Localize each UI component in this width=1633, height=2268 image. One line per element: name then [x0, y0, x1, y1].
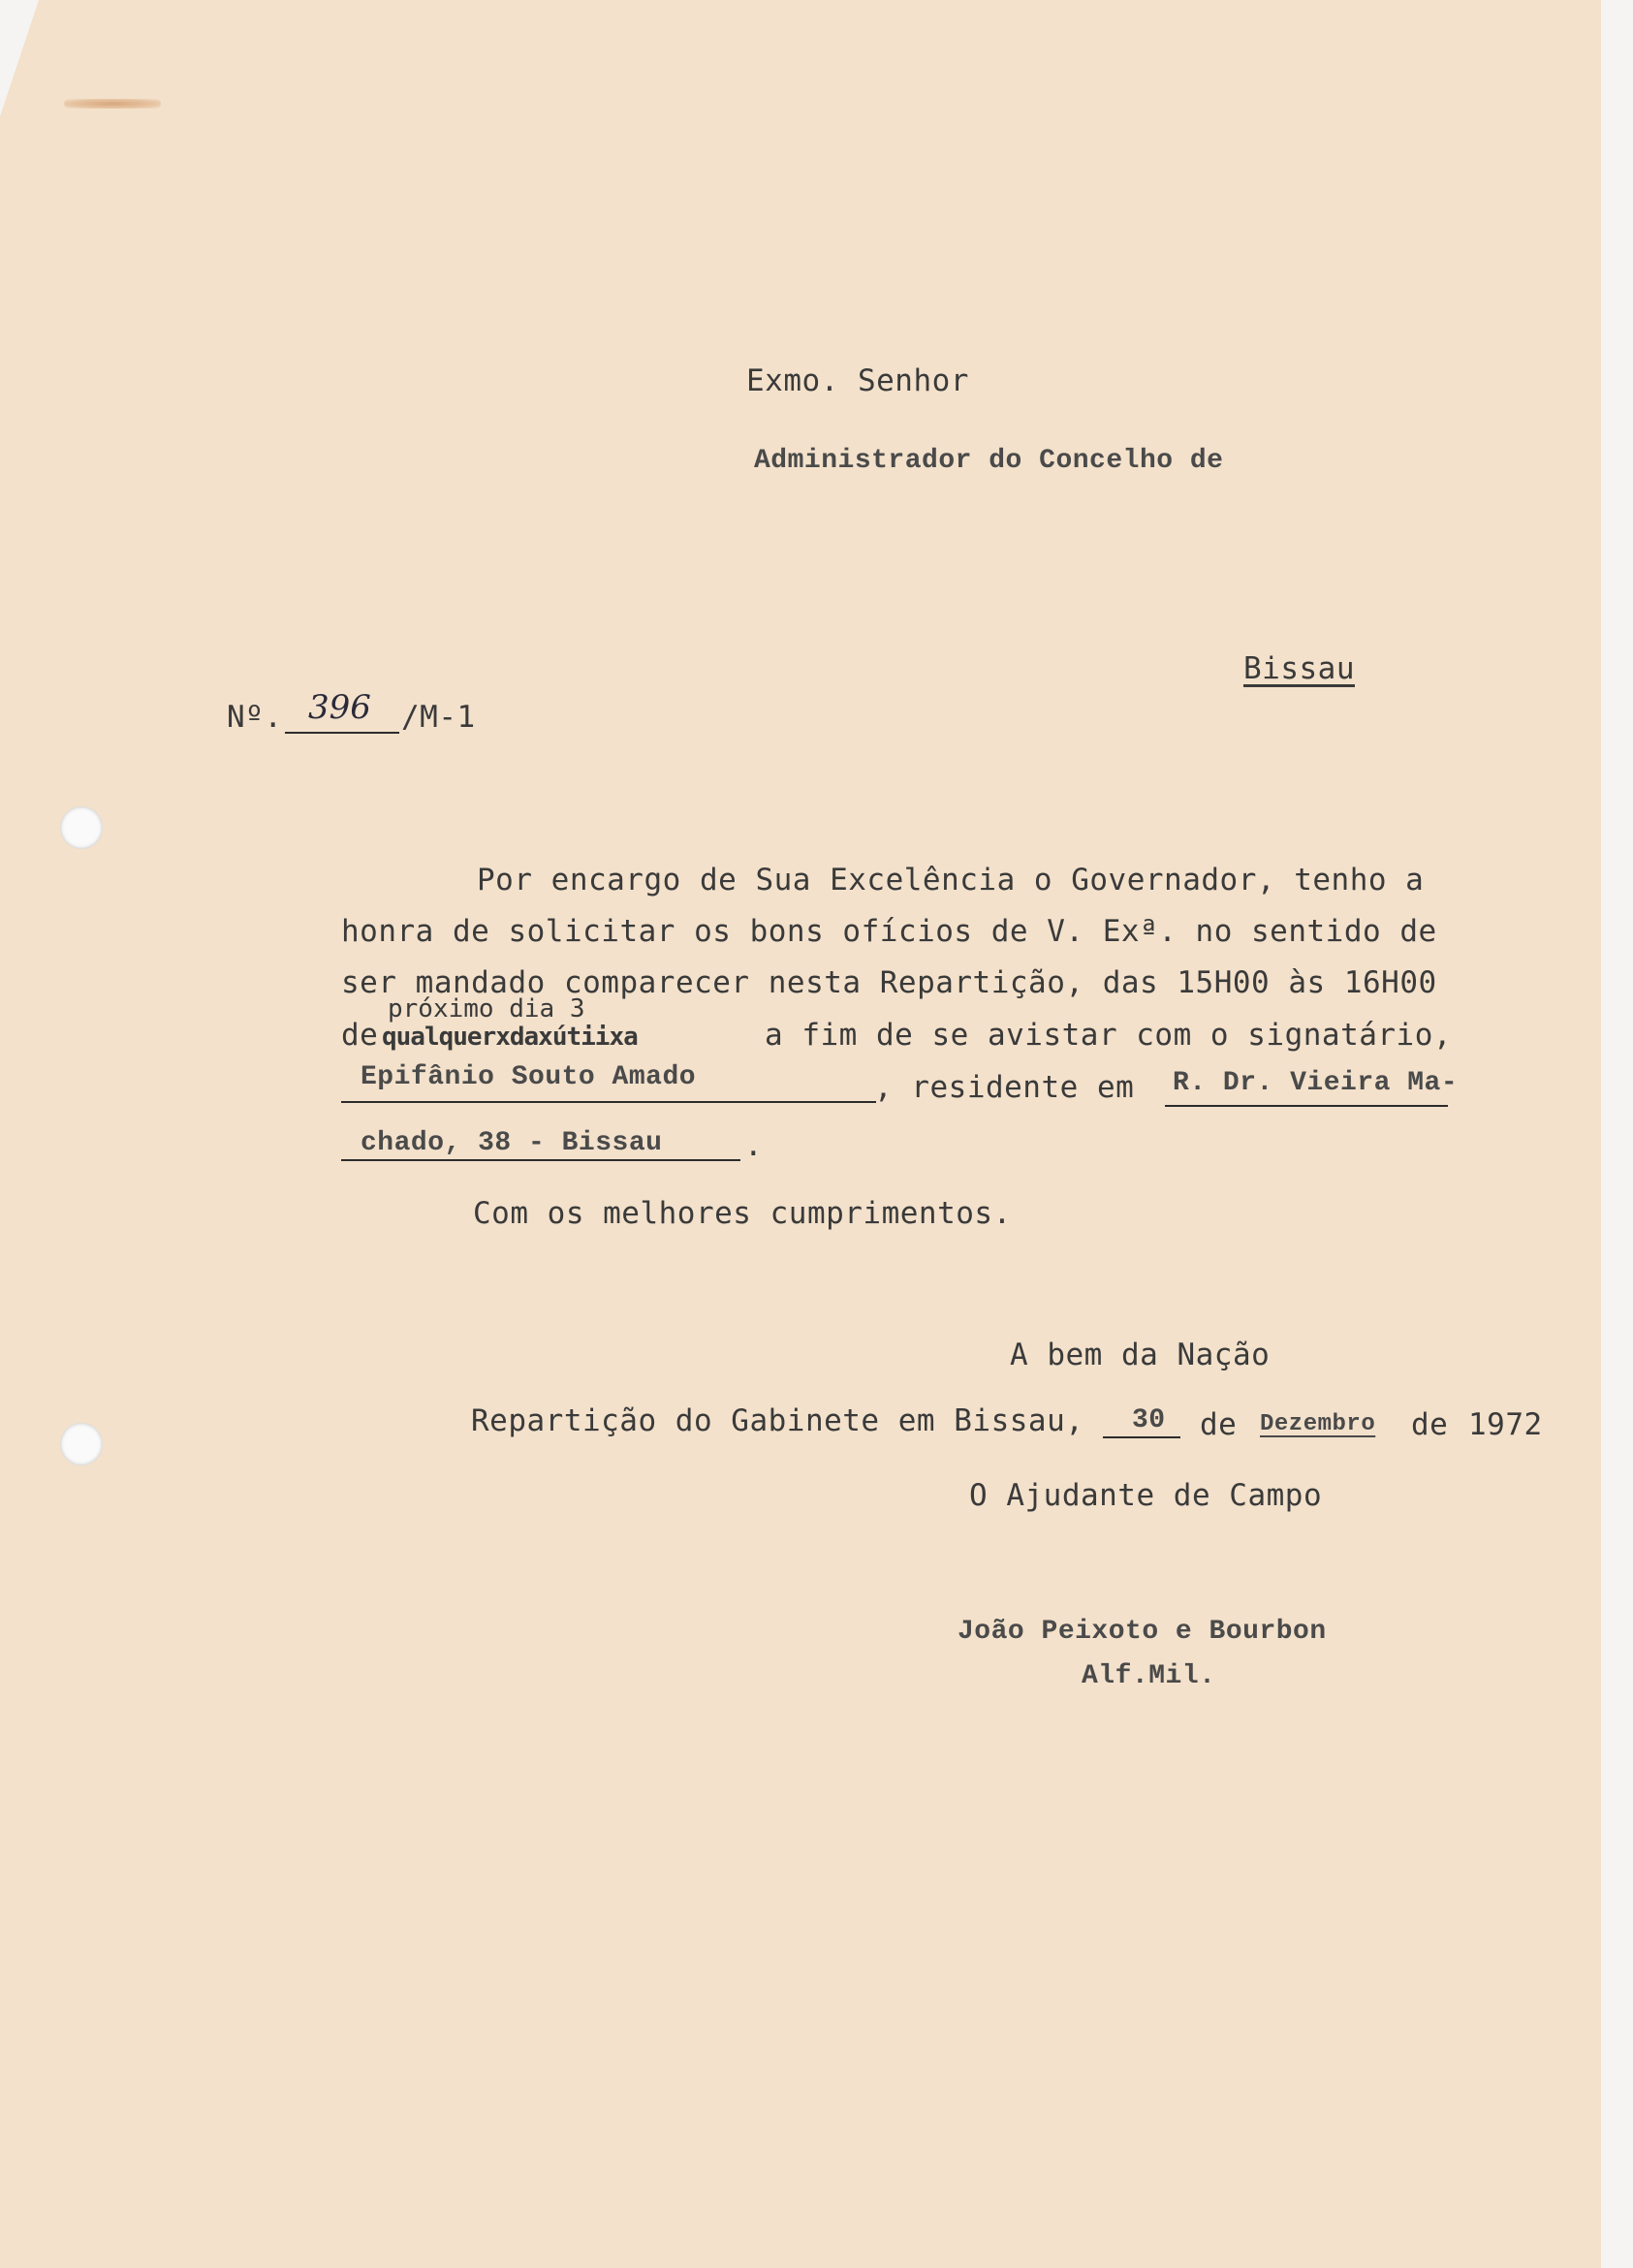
- address-part-2: chado, 38 - Bissau: [361, 1128, 663, 1158]
- body-line-4-end: a fim de se avistar com o signatário,: [765, 1018, 1453, 1053]
- body-line-3: ser mandado comparecer nesta Repartição, das 15H00 às 16H00: [341, 965, 1437, 1000]
- punch-hole-top: [60, 806, 103, 849]
- signer-title: O Ajudante de Campo: [969, 1478, 1323, 1513]
- place-date-prefix: Repartição do Gabinete em Bissau,: [471, 1403, 1084, 1438]
- residence-label: , residente em: [874, 1070, 1135, 1105]
- date-month: Dezembro: [1260, 1411, 1376, 1437]
- scan-margin: [1601, 0, 1633, 2268]
- day-fill-line: [1103, 1436, 1180, 1438]
- punch-hole-bottom: [60, 1423, 103, 1465]
- salutation: Exmo. Senhor: [746, 363, 969, 398]
- city: Bissau: [1243, 651, 1355, 686]
- body-line-1: Por encargo de Sua Excelência o Governador, tenho a: [477, 863, 1425, 898]
- address-fill-line-2: [341, 1159, 740, 1161]
- address-part-1: R. Dr. Vieira Ma-: [1173, 1068, 1459, 1098]
- date-de-2: de: [1411, 1407, 1449, 1442]
- name-fill-line: [341, 1101, 876, 1103]
- reference-prefix: Nº.: [227, 700, 283, 735]
- addressee: Administrador do Concelho de: [754, 446, 1224, 476]
- signer-name: João Peixoto e Bourbon: [958, 1617, 1327, 1647]
- struck-text: qualquerxdaxútiixa: [382, 1023, 638, 1052]
- date-year: 1972: [1468, 1407, 1543, 1442]
- folded-corner: [0, 0, 39, 116]
- staple-mark: [64, 99, 161, 109]
- body-line-2: honra de solicitar os bons ofícios de V. Exª. no sentido de: [341, 914, 1437, 949]
- reference-number: 396: [308, 688, 371, 727]
- address-fill-line-1: [1165, 1105, 1448, 1107]
- person-name: Epifânio Souto Amado: [361, 1062, 697, 1092]
- body-line-4-start: de: [341, 1018, 379, 1053]
- inserted-date: próximo dia 3: [388, 994, 585, 1024]
- motto: A bem da Nação: [1010, 1338, 1271, 1372]
- reference-suffix: /M-1: [401, 700, 476, 735]
- date-de-1: de: [1200, 1407, 1238, 1442]
- date-day: 30: [1132, 1405, 1166, 1435]
- closing: Com os melhores cumprimentos.: [473, 1196, 1012, 1231]
- signer-rank: Alf.Mil.: [1082, 1661, 1216, 1691]
- address-end-period: .: [744, 1128, 764, 1163]
- reference-fill-line: [285, 732, 399, 734]
